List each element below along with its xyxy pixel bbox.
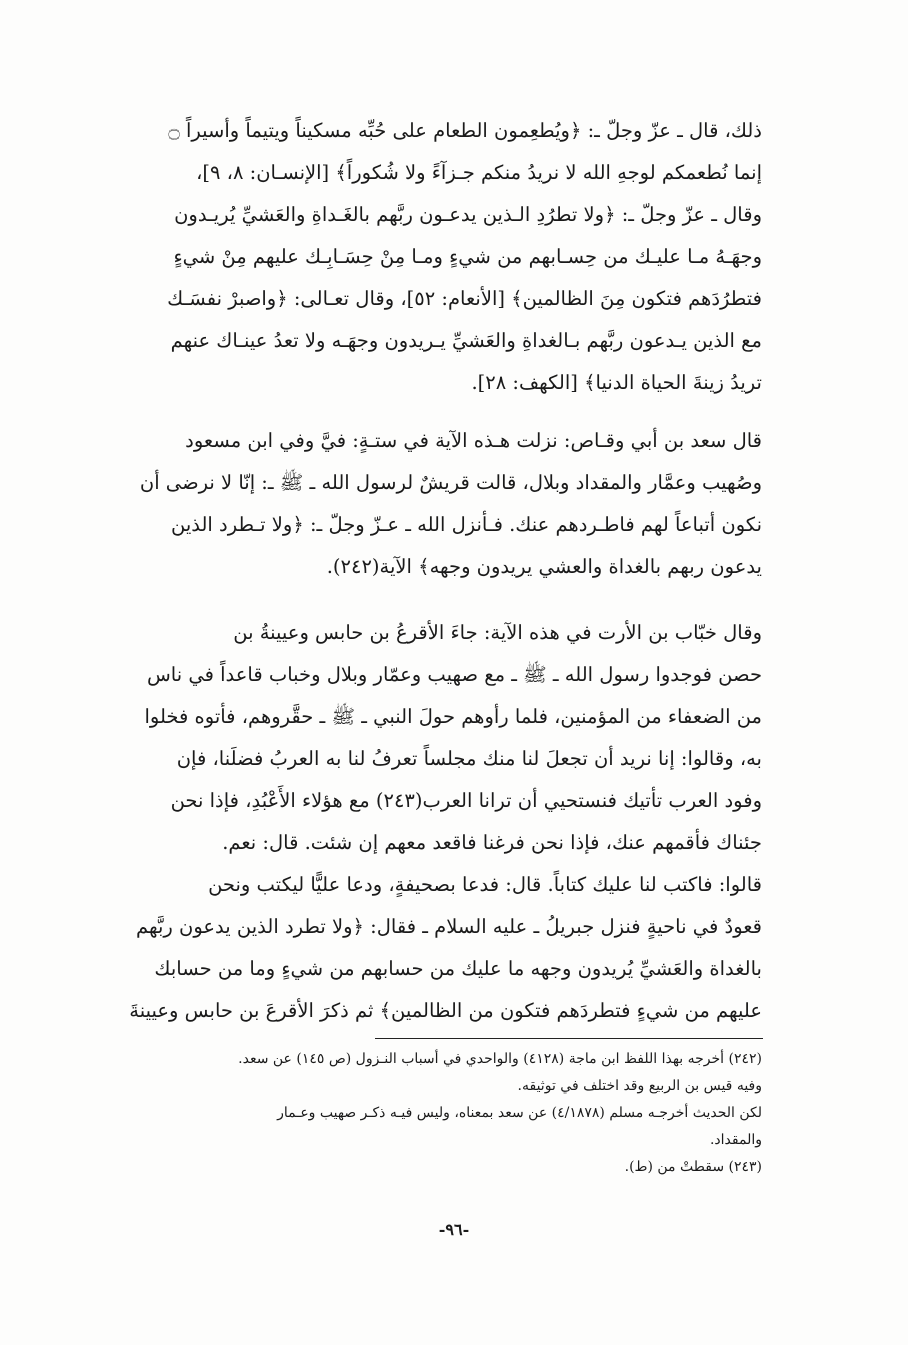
- text-line: وصُهيب وعمَّار والمقداد وبلال، قالت قريشٌ لرسول الله ـ ﷺ ـ: إنّا لا نرضى أن: [139, 471, 762, 494]
- text-line: فتطرُدَهم فتكون مِنَ الظالمين﴾ [الأنعام: ٥٢]، وقال تعـالى: ﴿واصبرْ نفسَـك: [167, 287, 762, 310]
- text-line: نكون أتباعاً لهم فاطـردهم عنك. فـأنزل الله ـ عـزّ وجلّ ـ: ﴿ولا تـطرد الذين: [170, 513, 762, 536]
- text-line: وقال خبّاب بن الأرت في هذه الآية: جاءَ الأقرعُ بن حابس وعيينةُ بن: [233, 621, 762, 644]
- text-line: إنما نُطعمكم لوجهِ الله لا نريدُ منكم جـزآءً ولا شُكوراً﴾ [الإنسـان: ٨، ٩]،: [196, 161, 762, 184]
- text-line: يدعون ربهم بالغداة والعشي يريدون وجهه﴾ الآية(٢٤٢).: [326, 555, 762, 578]
- footnote-line: والمقداد.: [709, 1132, 762, 1148]
- text-line: من الضعفاء من المؤمنين، فلما رأوهم حولَ النبي ـ ﷺ ـ حقَّروهم، فأتوه فخلوا: [144, 705, 762, 728]
- text-line: عليهم من شيءٍ فتطردَهم فتكون من الظالمين﴾ ثم ذكرَ الأقرعَ بن حابس وعيينةَ: [129, 999, 762, 1022]
- text-line: وفود العرب تأتيك فنستحيي أن ترانا العرب(٢٤٣) مع هؤلاء الأَعْبُدِ، فإذا نحن: [170, 789, 762, 812]
- text-line: بالغداة والعَشيِّ يُريدون وجهه ما عليك من حسابهم من شيءٍ وما من حسابك: [154, 957, 762, 980]
- paragraph-verses: [72, 110, 762, 404]
- text-line: جئناك فأقمهم عنك، فإذا نحن فرغنا فاقعد معهم إن شئت. قال: نعم.: [222, 831, 762, 854]
- paragraph-saad: [72, 420, 762, 588]
- text-line: حصن فوجدوا رسول الله ـ ﷺ ـ مع صهيب وعمّار وبلال وخباب قاعداً في ناس: [146, 663, 762, 686]
- footnote-line: لكن الحديث أخرجـه مسلم (٤/١٨٧٨) عن سعد بمعناه، وليس فيـه ذكـر صهيب وعـمار: [277, 1105, 762, 1121]
- footnote-line: (٢٤٣) سقطتْ من (ط).: [624, 1159, 762, 1175]
- footnote-line: (٢٤٢) أخرجه بهذا اللفظ ابن ماجة (٤١٢٨) والواحدي في أسباب النـزول (ص ١٤٥) عن سعد.: [238, 1051, 762, 1067]
- text-line: وجهَـهُ مـا عليـك من حِسـابهم من شيءٍ ومـا مِنْ حِسَـابِـك عليهم مِنْ شيءٍ: [173, 245, 762, 268]
- text-line: به، وقالوا: إنا نريد أن تجعلَ لنا منك مجلساً تعرفُ لنا به العربُ فضلَنا، فإن: [176, 747, 762, 770]
- text-line: تريدُ زينةَ الحياة الدنيا﴾ [الكهف: ٢٨].: [471, 371, 762, 394]
- text-line: وقال ـ عزّ وجلّ ـ: ﴿ولا تطرُدِ الـذين يدعـون ربَّهم بالغَـداةِ والعَشيِّ يُريـدون: [174, 203, 762, 226]
- text-line: قالوا: فاكتب لنا عليك كتاباً. قال: فدعا بصحيفةٍ، ودعا عليًّا ليكتب ونحن: [208, 873, 762, 896]
- paragraph-khabbab: [72, 612, 762, 1032]
- text-line: مع الذين يـدعون ربَّهم بـالغداةِ والعَشيِّ يـريدون وجهَـه ولا تعدُ عينـاك عنهم: [170, 329, 762, 352]
- footnotes: [72, 1046, 762, 1181]
- text-line: قال سعد بن أبي وقـاص: نزلت هـذه الآية في ستـةٍ: فيَّ وفي ابن مسعود: [185, 429, 762, 452]
- text-line: قعودٌ في ناحيةٍ فنزل جبريلُ ـ عليه السلام ـ فقال: ﴿ولا تطرد الذين يدعون ربَّهم: [135, 915, 762, 938]
- page-number: -٩٦-: [438, 1220, 470, 1239]
- text-line: ذلك، قال ـ عزّ وجلّ ـ: ﴿ويُطعِمون الطعام على حُبِّه مسكيناً ويتيماً وأسيراً ۝: [168, 119, 762, 142]
- footnote-divider: [375, 1038, 763, 1039]
- footnote-line: وفيه قيس بن الربيع وقد اختلف في توثيقه.: [517, 1078, 762, 1094]
